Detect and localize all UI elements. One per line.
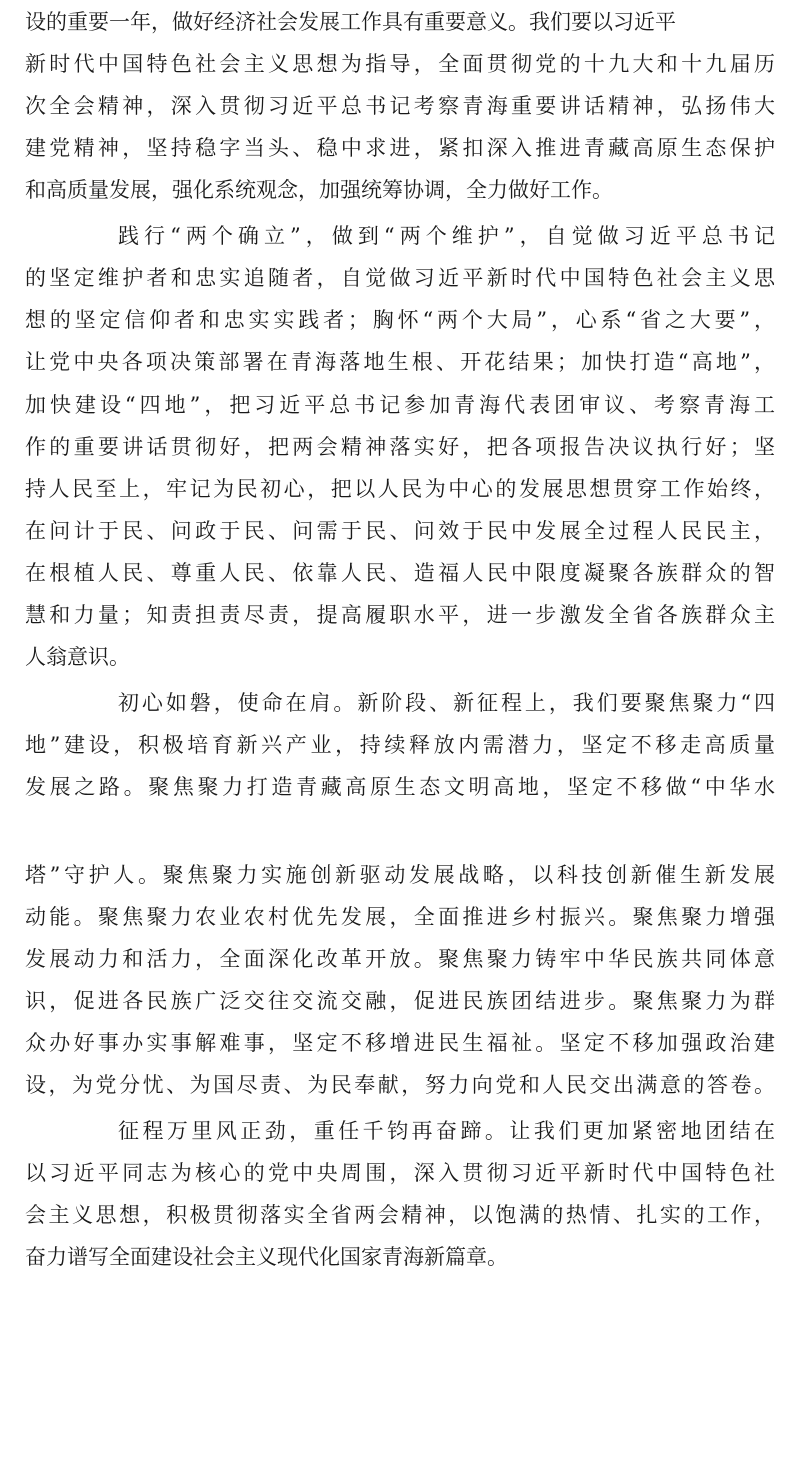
text-line: 设的重要一年，做好经济社会发展工作具有重要意义。我们要以习近平 bbox=[25, 10, 676, 34]
text-line: 持人民至上，牢记为民初心，把以人民为中心的发展思想贯穿工作始终， bbox=[25, 477, 775, 501]
text-line: 次全会精神，深入贯彻习近平总书记考察青海重要讲话精神，弘扬伟大 bbox=[25, 94, 775, 118]
text-line: 设，为党分忧、为国尽责、为民奉献，努力向党和人民交出满意的答卷。 bbox=[25, 1073, 775, 1097]
text-line: 塔”守护人。聚焦聚力实施创新驱动发展战略，以科技创新催生新发展 bbox=[25, 863, 775, 887]
text-line: 动能。聚焦聚力农业农村优先发展，全面推进乡村振兴。聚焦聚力增强 bbox=[25, 905, 775, 929]
text-line: 众办好事办实事解难事，坚定不移增进民生福祉。坚定不移加强政治建 bbox=[25, 1031, 775, 1055]
text-line: 人翁意识。 bbox=[25, 645, 130, 669]
text-line: 和高质量发展，强化系统观念，加强统筹协调，全力做好工作。 bbox=[25, 178, 613, 202]
paragraph-first-line: 践行“两个确立”，做到“两个维护”，自觉做习近平总书记 bbox=[118, 224, 775, 248]
text-line: 地”建设，积极培育新兴产业，持续释放内需潜力，坚定不移走高质量 bbox=[25, 733, 775, 757]
paragraph-first-line: 征程万里风正劲，重任千钧再奋蹄。让我们更加紧密地团结在 bbox=[118, 1119, 775, 1143]
text-line: 让党中央各项决策部署在青海落地生根、开花结果；加快打造“高地”， bbox=[25, 350, 775, 374]
text-line: 想的坚定信仰者和忠实实践者；胸怀“两个大局”，心系“省之大要”， bbox=[25, 308, 775, 332]
text-line: 奋力谱写全面建设社会主义现代化国家青海新篇章。 bbox=[25, 1245, 508, 1269]
text-line: 在根植人民、尊重人民、依靠人民、造福人民中限度凝聚各族群众的智 bbox=[25, 561, 775, 585]
paragraph-first-line: 初心如磐，使命在肩。新阶段、新征程上，我们要聚焦聚力“四 bbox=[118, 691, 775, 715]
text-line: 发展之路。聚焦聚力打造青藏高原生态文明高地，坚定不移做“中华水 bbox=[25, 775, 775, 799]
text-line: 会主义思想，积极贯彻落实全省两会精神，以饱满的热情、扎实的工作， bbox=[25, 1203, 775, 1227]
text-line: 识，促进各民族广泛交往交流交融，促进民族团结进步。聚焦聚力为群 bbox=[25, 989, 775, 1013]
text-line: 加快建设“四地”，把习近平总书记参加青海代表团审议、考察青海工 bbox=[25, 393, 775, 417]
text-line: 慧和力量；知责担责尽责，提高履职水平，进一步激发全省各族群众主 bbox=[25, 603, 775, 627]
text-line: 发展动力和活力，全面深化改革开放。聚焦聚力铸牢中华民族共同体意 bbox=[25, 947, 775, 971]
text-line: 作的重要讲话贯彻好，把两会精神落实好，把各项报告决议执行好；坚 bbox=[25, 435, 775, 459]
text-line: 在问计于民、问政于民、问需于民、问效于民中发展全过程人民民主， bbox=[25, 519, 775, 543]
text-line: 新时代中国特色社会主义思想为指导，全面贯彻党的十九大和十九届历 bbox=[25, 52, 775, 76]
text-line: 的坚定维护者和忠实追随者，自觉做习近平新时代中国特色社会主义思 bbox=[25, 266, 775, 290]
text-line: 建党精神，坚持稳字当头、稳中求进，紧扣深入推进青藏高原生态保护 bbox=[25, 136, 775, 160]
text-line: 以习近平同志为核心的党中央周围，深入贯彻习近平新时代中国特色社 bbox=[25, 1161, 775, 1185]
